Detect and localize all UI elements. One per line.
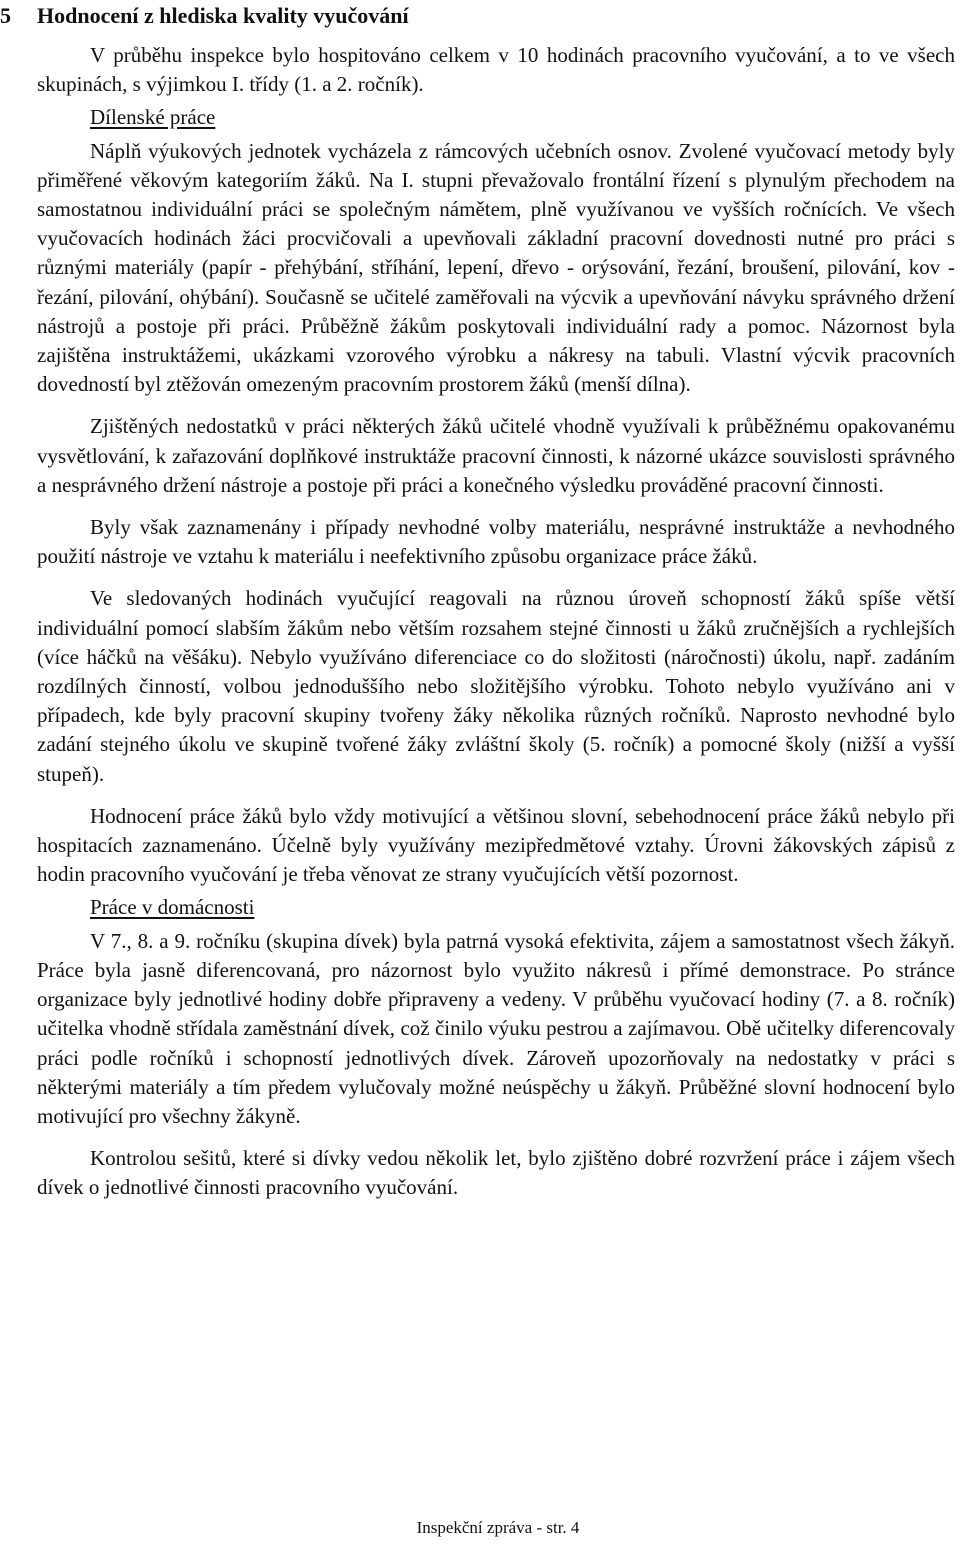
paragraph: V 7., 8. a 9. ročníku (skupina dívek) byla patrná vysoká efektivita, zájem a samostatnost všech žákyň. Práce byla jasně diferencovaná, pro názornost bylo využito nákresů i přímé demonstrace. Po stránce organizace byly jednotlivé hodiny dobře připraveny a vedeny. V průběhu vyučovací hodiny (7. a 8. ročník) učitelka vhodně střídala zaměstnání dívek, což činilo výuku pestrou a zajímavou. Obě učitelky diferencovaly práci podle ročníků i schopností jednotlivých dívek. Zároveň upozorňovaly na nedostatky v práci s některými materiály a tím předem vylučovaly možné neúspěchy u žákyň. Průběžné slovní hodnocení bylo motivující pro všechny žákyně. [37,928,955,1128]
intro-paragraph: V průběhu inspekce bylo hospitováno celkem v 10 hodinách pracovního vyučování, a to ve všech skupinách, s výjimkou I. třídy (1. a 2. ročník). [37,43,955,97]
document-body [37,41,955,1216]
subsection-title-domacnost: Práce v domácnosti [90,895,255,920]
footer-text: Inspekční zpráva - str. 4 [416,1518,580,1537]
paragraph: Zjištěných nedostatků v práci některých žáků učitelé vhodně využívali k průběžnému opakovanému vysvětlování, k zařazování doplňkové instruktáže pracovní činnosti, k názorné ukázce souvislosti správného a nesprávného držení nástroje a postoje při práci a konečného výsledku prováděné pracovní činnosti. [37,414,955,497]
paragraph: Hodnocení práce žáků bylo vždy motivující a většinou slovní, sebehodnocení práce žáků nebylo při hospitacích zaznamenáno. Účelně byly využívány mezipředmětové vztahy. Úrovni žákovských zápisů z hodin pracovního vyučování je třeba věnovat ze strany vyučujících větší pozornost. [37,803,955,887]
paragraph: Byly však zaznamenány i případy nevhodné volby materiálu, nesprávné instruktáže a nevhodného použití nástroje ve vztahu k materiálu i neefektivního způsobu organizace práce žáků. [37,515,955,569]
paragraph: Kontrolou sešitů, které si dívky vedou několik let, bylo zjištěno dobré rozvržení práce i zájem všech dívek o jednotlivé činnosti pracovního vyučování. [37,1146,955,1200]
paragraph: Náplň výukových jednotek vycházela z rámcových učebních osnov. Zvolené vyučovací metody byly přiměřené věkovým kategoriím žáků. Na I. stupni převažovalo frontální řízení s plynulým přechodem na samostatnou individuální práci se společným námětem, plně využívanou ve vyšších ročnících. Ve všech vyučovacích hodinách žáci procvičovali a upevňovali základní pracovní dovednosti nutné pro práci s různými materiály (papír - přehýbání, stříhání, lepení, dřevo - orýsování, řezání, broušení, pilování, kov - řezání, pilování, ohýbání). Současně se učitelé zaměřovali na výcvik a upevňování návyku správného držení nástrojů a postoje při práci. Průběžně žákům poskytovali individuální rady a pomoc. Názornost byla zajištěna instruktážemi, ukázkami vzorového výrobku a nákresy na tabuli. Vlastní výcvik pracovních dovedností byl ztěžován omezeným pracovním prostorem žáků (menší dílna). [37,138,955,397]
paragraph: Ve sledovaných hodinách vyučující reagovali na různou úroveň schopností žáků spíše větší individuální pomocí slabším žákům nebo větším rozsahem stejné činnosti u žáků zručnějších a rychlejších (více háčků na věšáku). Nebylo využíváno diferenciace co do složitosti (náročnosti) úkolu, např. zadáním rozdílných činností, volbou jednoduššího nebo složitějšího výrobku. Tohoto nebylo využíváno ani v případech, kde byly pracovní skupiny tvořeny žáky několika různých ročníků. Naprosto nevhodné bylo zadání stejného úkolu ve skupině tvořené žáky zvláštní školy (5. ročník) a pomocné školy (nižší a vyšší stupeň). [37,586,955,786]
section-heading [0,2,409,30]
page-footer [0,1517,960,1539]
subsection-title-dilenske: Dílenské práce [90,105,216,130]
section-title: Hodnocení z hlediska kvality vyučování [37,3,409,28]
section-number: 5 [0,3,11,28]
